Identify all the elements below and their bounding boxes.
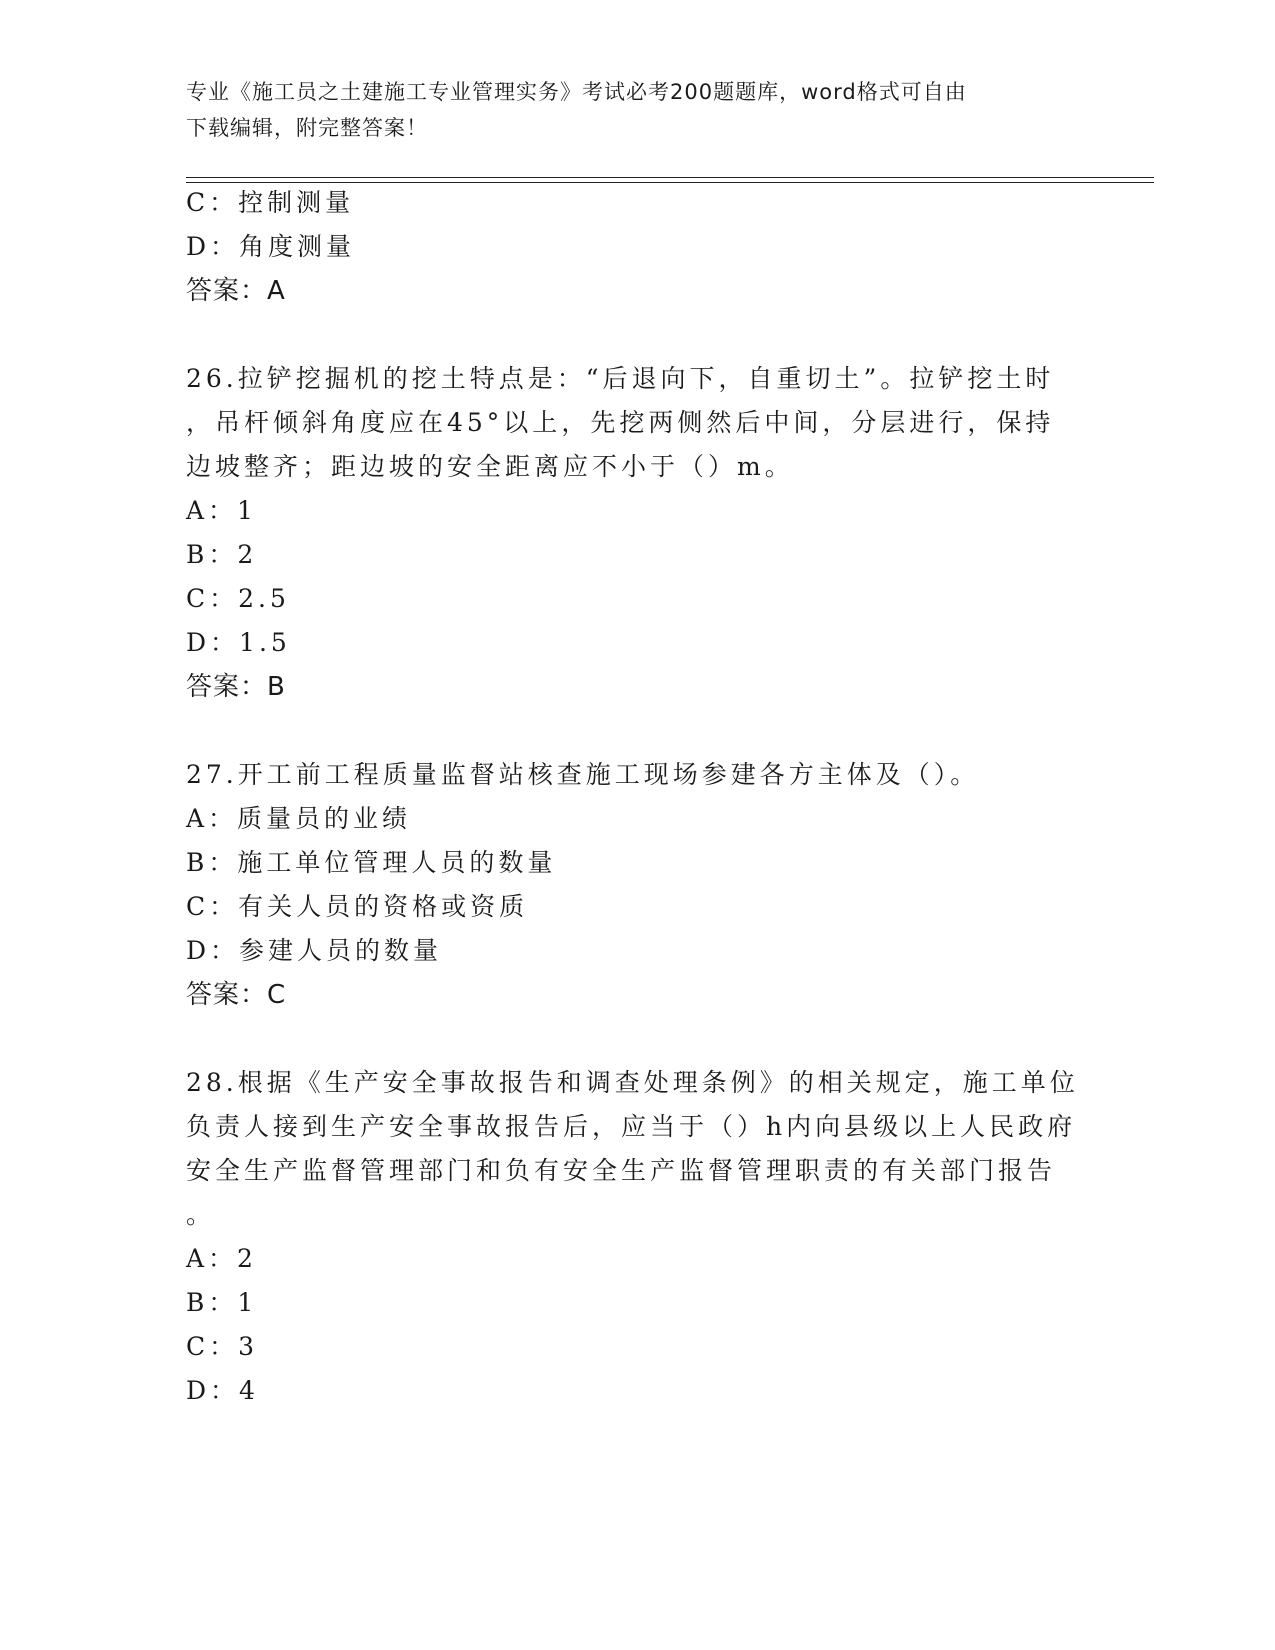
question-28-line-2: 负责人接到生产安全事故报告后，应当于（）h内向县级以上人民政府 <box>186 1112 1077 1141</box>
question-26-option-b: B：2 <box>186 540 258 569</box>
question-27-answer: 答案：C <box>186 980 287 1010</box>
question-27-option-d: D：参建人员的数量 <box>186 936 443 965</box>
option-d: D：角度测量 <box>186 232 356 261</box>
question-26-option-a: A：1 <box>186 496 257 525</box>
question-27-option-a: A：质量员的业绩 <box>186 804 412 833</box>
question-26-line-2: ，吊杆倾斜角度应在45°以上，先挖两侧然后中间，分层进行，保持 <box>186 408 1055 437</box>
header-rule-bottom <box>186 182 1154 183</box>
question-28-option-a: A：2 <box>186 1244 257 1273</box>
question-28-option-c: C：3 <box>186 1332 259 1361</box>
header-line-2: 下载编辑，附完整答案！ <box>186 116 428 140</box>
question-28-line-1: 28.根据《生产安全事故报告和调查处理条例》的相关规定，施工单位 <box>186 1068 1079 1097</box>
question-28-line-4: 。 <box>186 1200 216 1229</box>
question-27-option-c: C：有关人员的资格或资质 <box>186 892 529 921</box>
question-28-option-d: D：4 <box>186 1376 259 1405</box>
option-c: C：控制测量 <box>186 188 355 217</box>
question-26-option-c: C：2.5 <box>186 584 290 613</box>
question-28-line-3: 安全生产监督管理部门和负有安全生产监督管理职责的有关部门报告 <box>186 1156 1057 1185</box>
question-26-option-d: D：1.5 <box>186 628 291 657</box>
answer-line: 答案：A <box>186 276 286 306</box>
question-27-option-b: B：施工单位管理人员的数量 <box>186 848 557 877</box>
question-26-line-3: 边坡整齐；距边坡的安全距离应不小于（）m。 <box>186 452 794 481</box>
document-header <box>186 74 1066 146</box>
header-rule-top <box>186 177 1154 178</box>
question-26-line-1: 26.拉铲挖掘机的挖土特点是：“后退向下，自重切土”。拉铲挖土时 <box>186 364 1055 393</box>
question-28-option-b: B：1 <box>186 1288 258 1317</box>
header-line-1: 专业《施工员之土建施工专业管理实务》考试必考200题题库，word格式可自由 <box>186 80 967 104</box>
question-26-answer: 答案：B <box>186 672 286 702</box>
question-27-line-1: 27.开工前工程质量监督站核查施工现场参建各方主体及（）。 <box>186 760 980 789</box>
